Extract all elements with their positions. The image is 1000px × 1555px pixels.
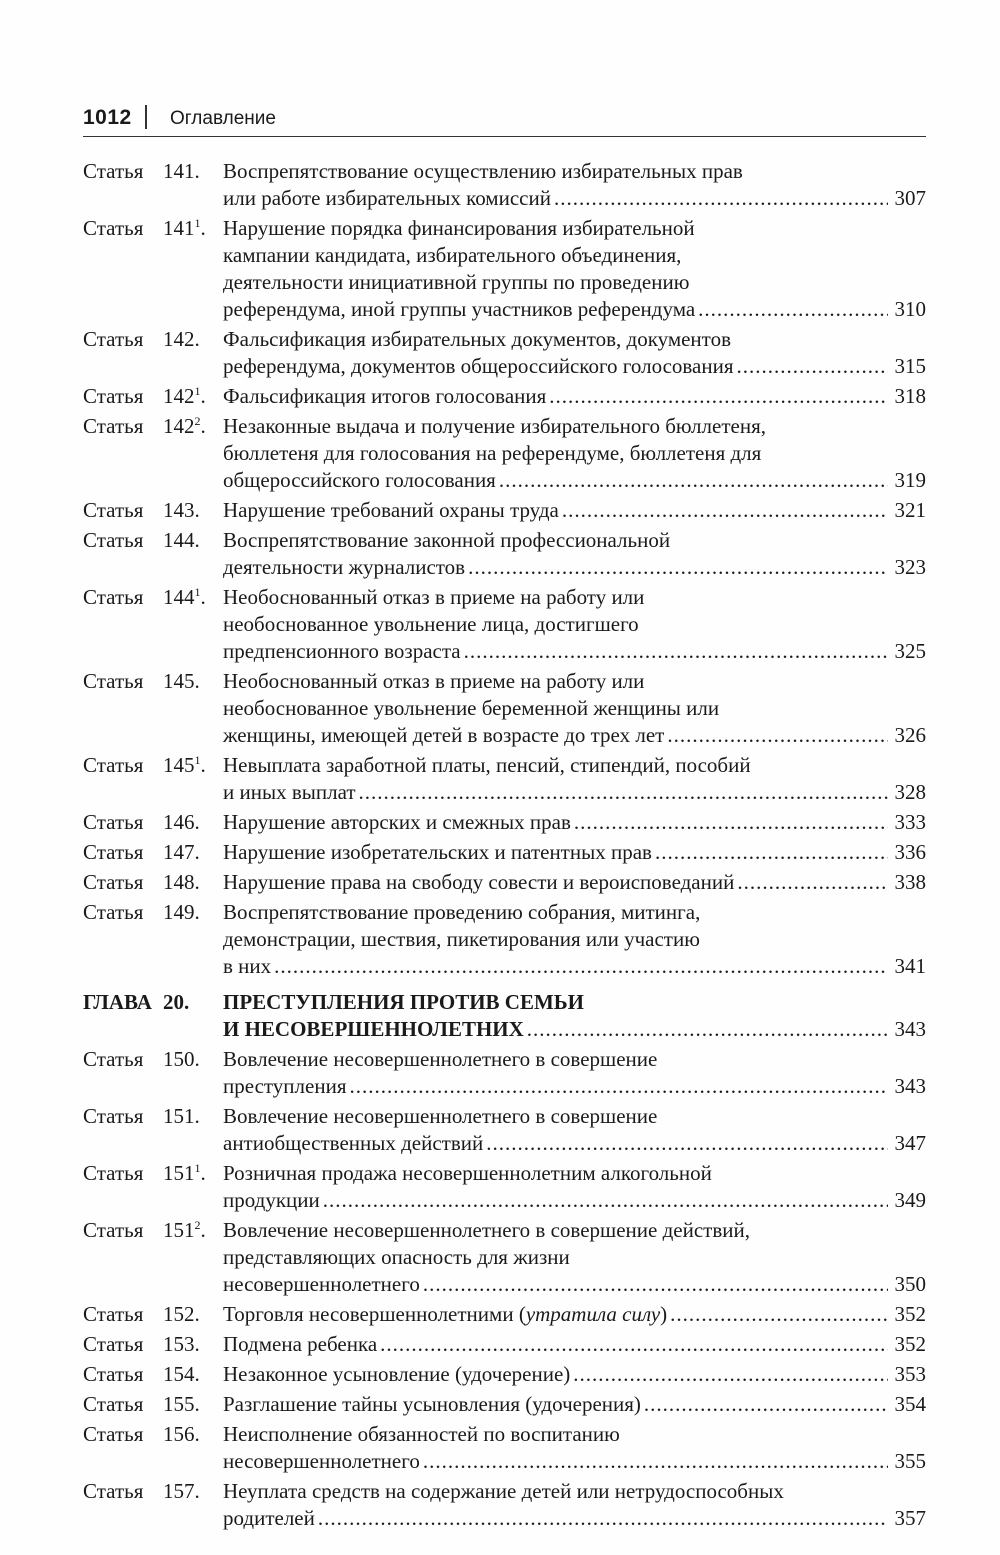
entry-title-line: ПРЕСТУПЛЕНИЯ ПРОТИВ СЕМЬИ (223, 990, 585, 1014)
entry-title-line: Розничная продажа несовершеннолетним алкогольной (223, 1161, 712, 1185)
entry-title-line: Необоснованный отказ в приеме на работу или (223, 669, 645, 693)
entry-title-line: бюллетеня для голосования на референдуме, бюллетеня для (223, 441, 762, 465)
entry-title-text (223, 1391, 641, 1418)
toc-article-entry (83, 899, 926, 980)
entry-title-text (223, 1505, 315, 1532)
entry-title-last-line (223, 953, 926, 980)
entry-title-last-line (223, 1448, 926, 1475)
entry-number: 151 (163, 1218, 195, 1242)
entry-title (223, 1361, 926, 1388)
entry-title-text (223, 1361, 570, 1388)
entry-title-last-line (223, 638, 926, 665)
dot-leader (574, 809, 888, 836)
dot-leader (549, 383, 888, 410)
entry-number: 20 (163, 990, 184, 1014)
entry-title-line: Неуплата средств на содержание детей или нетрудоспособных (223, 1479, 784, 1503)
entry-title-last-line (223, 1187, 926, 1214)
entry-kind: Статья (83, 753, 144, 777)
entry-number-superscript: 2 (194, 1218, 201, 1232)
entry-title (223, 1046, 926, 1100)
dot-leader (737, 869, 888, 896)
entry-title (223, 989, 926, 1043)
entry-number: 144 (163, 528, 195, 552)
page-reference: 325 (894, 639, 926, 663)
entry-title-text-main: Подмена ребенка (223, 1332, 378, 1356)
page-reference: 328 (894, 780, 926, 804)
toc-entry-label: Статья 147. (83, 840, 200, 864)
entry-title (223, 413, 926, 494)
toc-entry-label: Статья $151^1$. (83, 1161, 206, 1185)
entry-number: 142 (163, 384, 195, 408)
toc-entry-label: Статья $144^1$. (83, 585, 206, 609)
entry-title-last-line (223, 869, 926, 896)
entry-title-line: Вовлечение несовершеннолетнего в совершение (223, 1104, 658, 1128)
entry-title (223, 1478, 926, 1532)
page-reference: 326 (894, 723, 926, 747)
entry-title-text (223, 839, 652, 866)
entry-number: 150 (163, 1047, 195, 1071)
entry-title (223, 1421, 926, 1475)
entry-title-line: необоснованное увольнение беременной женщины или (223, 696, 720, 720)
page-reference: 343 (894, 1017, 926, 1041)
entry-title-line: Воспрепятствование осуществлению избирательных прав (223, 159, 743, 183)
entry-number: 141 (163, 216, 195, 240)
toc-article-entry (83, 1361, 926, 1388)
entry-title-text-main: несовершеннолетнего (223, 1272, 420, 1296)
dot-leader (562, 497, 888, 524)
entry-title (223, 1391, 926, 1418)
entry-title-text-main: Торговля несовершеннолетними (223, 1302, 514, 1326)
toc-article-entry (83, 1103, 926, 1157)
entry-kind: Статья (83, 1422, 144, 1446)
toc-entry-label: Статья 142. (83, 327, 200, 351)
entry-title-text (223, 1187, 320, 1214)
entry-kind: Статья (83, 528, 144, 552)
entry-title-text: Торговля несовершеннолетними (утратила силу) (223, 1302, 668, 1326)
entry-kind: Статья (83, 384, 144, 408)
entry-title (223, 839, 926, 866)
entry-kind: Статья (83, 1161, 144, 1185)
dot-leader (486, 1130, 888, 1157)
toc-article-entry (83, 1421, 926, 1475)
page-number: 1012 (83, 106, 132, 129)
entry-title-last-line (223, 467, 926, 494)
entry-title-text-main: женщины, имеющей детей в возрасте до трех лет (223, 723, 665, 747)
entry-title-text-main: несовершеннолетнего (223, 1449, 420, 1473)
toc-entry-label: Статья 157. (83, 1479, 200, 1503)
page-reference: 321 (894, 498, 926, 522)
running-title: Оглавление (170, 108, 276, 129)
toc-entry-label: Статья 143. (83, 498, 200, 522)
toc-article-entry (83, 668, 926, 749)
entry-title-text (223, 383, 546, 410)
entry-kind: Статья (83, 159, 144, 183)
entry-number: 152 (163, 1302, 195, 1326)
entry-title-text-main: преступления (223, 1074, 347, 1098)
entry-title (223, 809, 926, 836)
entry-title-text (223, 1073, 346, 1100)
entry-title-last-line (223, 1271, 926, 1298)
entry-title-text (223, 296, 695, 323)
toc-entry-label: Статья 155. (83, 1392, 200, 1416)
page-reference: 357 (894, 1506, 926, 1530)
entry-title-last-line (223, 497, 926, 524)
page-reference: 352 (894, 1302, 926, 1326)
dot-leader (667, 722, 888, 749)
toc-article-entry (83, 527, 926, 581)
entry-kind: Статья (83, 498, 144, 522)
dot-leader (359, 779, 888, 806)
entry-number: 147 (163, 840, 195, 864)
dot-leader (468, 554, 888, 581)
entry-title-last-line (223, 779, 926, 806)
entry-title-text-main: Разглашение тайны усыновления (удочерения) (223, 1392, 641, 1416)
entry-number: 151 (163, 1104, 195, 1128)
page-reference: 341 (894, 954, 926, 978)
entry-title (223, 215, 926, 323)
entry-title-last-line (223, 383, 926, 410)
page-reference: 355 (894, 1449, 926, 1473)
toc-entry-label: Статья $145^1$. (83, 753, 206, 777)
entry-title-last-line (223, 1301, 926, 1328)
toc-article-entry (83, 869, 926, 896)
toc-article-entry (83, 326, 926, 380)
entry-number: 144 (163, 585, 195, 609)
entry-number: 154 (163, 1362, 195, 1386)
entry-title-line: деятельности инициативной группы по проведению (223, 270, 690, 294)
entry-title (223, 1160, 926, 1214)
toc-entry-label: Статья 154. (83, 1362, 200, 1386)
entry-title-text (223, 467, 496, 494)
entry-title-last-line (223, 554, 926, 581)
toc-entry-label: Статья $151^2$. (83, 1218, 206, 1242)
entry-kind: ГЛАВА (83, 990, 152, 1014)
entry-title-last-line (223, 809, 926, 836)
entry-title-text (223, 1130, 483, 1157)
dot-leader (670, 1301, 888, 1328)
entry-title (223, 1331, 926, 1358)
entry-title-last-line (223, 353, 926, 380)
toc-entry-label: Статья 148. (83, 870, 200, 894)
entry-title-text (223, 497, 559, 524)
toc-entry-label: Статья 151. (83, 1104, 200, 1128)
entry-number: 153 (163, 1332, 195, 1356)
toc-article-entry (83, 584, 926, 665)
toc-article-entry (83, 1046, 926, 1100)
entry-title-text (223, 1016, 524, 1043)
entry-title (223, 869, 926, 896)
dot-leader (349, 1073, 888, 1100)
entry-title-text (223, 869, 734, 896)
dot-leader (737, 353, 888, 380)
toc-article-entry (83, 413, 926, 494)
entry-title-text-main: Нарушение изобретательских и патентных прав (223, 840, 652, 864)
toc-article-entry (83, 1160, 926, 1214)
entry-italic-note: утратила силу (525, 1302, 661, 1326)
entry-number-superscript: 1 (194, 384, 201, 398)
toc-entry-label: Статья 152. (83, 1302, 200, 1326)
dot-leader (318, 1505, 888, 1532)
page-reference: 336 (894, 840, 926, 864)
toc-entry-label: Статья 153. (83, 1332, 200, 1356)
entry-title-text-main: деятельности журналистов (223, 555, 466, 579)
entry-title-text (223, 722, 664, 749)
entry-title-text-main: или работе избирательных комиссий (223, 186, 551, 210)
entry-number-superscript: 1 (194, 1161, 201, 1175)
entry-number: 149 (163, 900, 195, 924)
entry-kind: Статья (83, 1362, 144, 1386)
entry-number-superscript: 1 (194, 216, 201, 230)
entry-number: 155 (163, 1392, 195, 1416)
page-reference: 350 (894, 1272, 926, 1296)
entry-kind: Статья (83, 900, 144, 924)
entry-number: 142 (163, 327, 195, 351)
toc-entry-label: Статья 145. (83, 669, 200, 693)
entry-number: 156 (163, 1422, 195, 1446)
entry-kind: Статья (83, 1047, 144, 1071)
entry-title-text-main: родителей (223, 1506, 315, 1530)
toc-chapter-entry (83, 989, 926, 1043)
entry-title (223, 158, 926, 212)
entry-title (223, 383, 926, 410)
entry-kind: Статья (83, 216, 144, 240)
entry-number: 148 (163, 870, 195, 894)
page-reference: 354 (894, 1392, 926, 1416)
entry-kind: Статья (83, 810, 144, 834)
toc-entry-label: Статья $142^1$. (83, 384, 206, 408)
entry-number: 141 (163, 159, 195, 183)
entry-title (223, 326, 926, 380)
toc-entry-label: Статья 141. (83, 159, 200, 183)
entry-title (223, 899, 926, 980)
toc-entry-label: Статья 156. (83, 1422, 200, 1446)
entry-kind: Статья (83, 1302, 144, 1326)
entry-title-text-main: предпенсионного возраста (223, 639, 461, 663)
toc-entry-label: Статья $141^1$. (83, 216, 206, 240)
entry-title-text-main: Фальсификация итогов голосования (223, 384, 547, 408)
entry-title-line: Невыплата заработной платы, пенсий, стипендий, пособий (223, 753, 751, 777)
entry-title-text-main: Незаконное усыновление (удочерение) (223, 1362, 571, 1386)
entry-title-line: Незаконные выдача и получение избирательного бюллетеня, (223, 414, 766, 438)
dot-leader (464, 638, 888, 665)
entry-kind: Статья (83, 870, 144, 894)
entry-title-last-line (223, 185, 926, 212)
entry-title-text-main: Нарушение требований охраны труда (223, 498, 559, 522)
dot-leader (423, 1448, 888, 1475)
entry-title-line: необоснованное увольнение лица, достигшего (223, 612, 639, 636)
entry-title-text (223, 1271, 420, 1298)
toc-article-entry (83, 839, 926, 866)
entry-title (223, 497, 926, 524)
entry-title-text-main: Нарушение права на свободу совести и вероисповеданий (223, 870, 735, 894)
entry-kind: Статья (83, 1218, 144, 1242)
page-reference: 347 (894, 1131, 926, 1155)
dot-leader (380, 1331, 888, 1358)
dot-leader (655, 839, 888, 866)
entry-title-last-line (223, 1130, 926, 1157)
toc-entry-label: Статья 150. (83, 1047, 200, 1071)
page-reference: 319 (894, 468, 926, 492)
dot-leader (499, 467, 888, 494)
toc-article-entry (83, 1391, 926, 1418)
entry-title-text (223, 185, 551, 212)
entry-title (223, 752, 926, 806)
page-reference: 307 (894, 186, 926, 210)
toc-article-entry (83, 1217, 926, 1298)
entry-kind: Статья (83, 1479, 144, 1503)
entry-title-last-line (223, 722, 926, 749)
toc-article-entry (83, 215, 926, 323)
dot-leader (554, 185, 888, 212)
entry-title-text-main: в них (223, 954, 272, 978)
entry-title-text-main: и иных выплат (223, 780, 356, 804)
entry-title-text-main: референдума, документов общероссийского голосования (223, 354, 734, 378)
toc-article-entry (83, 809, 926, 836)
entry-title-text (223, 1448, 420, 1475)
page-reference: 323 (894, 555, 926, 579)
toc-article-entry (83, 383, 926, 410)
entry-kind: Статья (83, 1392, 144, 1416)
entry-title-text-main: Нарушение авторских и смежных прав (223, 810, 571, 834)
toc-entry-label: Статья 146. (83, 810, 200, 834)
entry-title-line: Нарушение порядка финансирования избирательной (223, 216, 695, 240)
entry-title-line: кампании кандидата, избирательного объединения, (223, 243, 682, 267)
entry-title-line: Необоснованный отказ в приеме на работу или (223, 585, 645, 609)
entry-kind: Статья (83, 669, 144, 693)
toc-article-entry (83, 1331, 926, 1358)
toc-article-entry (83, 1478, 926, 1532)
entry-title-text-main: антиобщественных действий (223, 1131, 484, 1155)
entry-title (223, 1301, 926, 1328)
page-reference: 318 (894, 384, 926, 408)
dot-leader (644, 1391, 888, 1418)
entry-title-text (223, 353, 734, 380)
page-reference: 315 (894, 354, 926, 378)
entry-title-text (223, 638, 461, 665)
entry-number-superscript: 1 (194, 585, 201, 599)
page-reference: 352 (894, 1332, 926, 1356)
entry-title (223, 1103, 926, 1157)
entry-title-line: представляющих опасность для жизни (223, 1245, 570, 1269)
entry-title-text (223, 809, 571, 836)
header-divider (145, 105, 147, 129)
entry-title-text (223, 953, 271, 980)
entry-kind: Статья (83, 1104, 144, 1128)
entry-title-last-line (223, 839, 926, 866)
entry-title-text (223, 779, 356, 806)
entry-title-line: Фальсификация избирательных документов, документов (223, 327, 731, 351)
dot-leader (323, 1187, 888, 1214)
entry-number: 143 (163, 498, 195, 522)
entry-number: 157 (163, 1479, 195, 1503)
toc-entry-label: Статья $142^2$. (83, 414, 206, 438)
entry-number: 145 (163, 753, 195, 777)
entry-kind: Статья (83, 414, 144, 438)
dot-leader (274, 953, 888, 980)
entry-title-last-line (223, 1361, 926, 1388)
entry-title-line: Вовлечение несовершеннолетнего в совершение действий, (223, 1218, 750, 1242)
page-reference: 333 (894, 810, 926, 834)
entry-title (223, 527, 926, 581)
page-reference: 343 (894, 1074, 926, 1098)
dot-leader (698, 296, 888, 323)
toc-article-entry (83, 1301, 926, 1328)
page-reference: 353 (894, 1362, 926, 1386)
entry-title-text-main: продукции (223, 1188, 320, 1212)
toc-entry-label: Статья 149. (83, 900, 200, 924)
entry-title-last-line (223, 1391, 926, 1418)
entry-title-text-main: И НЕСОВЕРШЕННОЛЕТНИХ (223, 1017, 524, 1041)
entry-title-line: Вовлечение несовершеннолетнего в совершение (223, 1047, 658, 1071)
toc-article-entry (83, 752, 926, 806)
entry-title-last-line (223, 1073, 926, 1100)
entry-title-line: Неисполнение обязанностей по воспитанию (223, 1422, 620, 1446)
entry-title-line: Воспрепятствование проведению собрания, митинга, (223, 900, 701, 924)
entry-number: 145 (163, 669, 195, 693)
entry-number: 142 (163, 414, 195, 438)
toc-entry-label: Статья 144. (83, 528, 200, 552)
entry-kind: Статья (83, 1332, 144, 1356)
entry-title-text-main: референдума, иной группы участников референдума (223, 297, 696, 321)
entry-title-last-line (223, 1331, 926, 1358)
toc-article-entry (83, 497, 926, 524)
page-header (83, 104, 926, 137)
entry-title-text (223, 554, 465, 581)
entry-title (223, 668, 926, 749)
dot-leader (423, 1271, 888, 1298)
entry-number: 146 (163, 810, 195, 834)
entry-title (223, 1217, 926, 1298)
entry-title-text-main: общероссийского голосования (223, 468, 496, 492)
entry-number: 151 (163, 1161, 195, 1185)
entry-title-line: демонстрации, шествия, пикетирования или участию (223, 927, 700, 951)
page-reference: 349 (894, 1188, 926, 1212)
entry-title-text (223, 1331, 377, 1358)
entry-kind: Статья (83, 585, 144, 609)
toc-entry-label: ГЛАВА 20. (83, 990, 190, 1014)
page-reference: 338 (894, 870, 926, 894)
entry-title-line: Воспрепятствование законной профессиональной (223, 528, 671, 552)
page-reference: 310 (894, 297, 926, 321)
entry-kind: Статья (83, 327, 144, 351)
entry-title (223, 584, 926, 665)
entry-title-last-line (223, 1505, 926, 1532)
entry-number-superscript: 1 (194, 753, 201, 767)
entry-title-last-line (223, 1016, 926, 1043)
dot-leader (527, 1016, 888, 1043)
entry-title-last-line (223, 296, 926, 323)
entry-kind: Статья (83, 840, 144, 864)
entry-number-superscript: 2 (194, 414, 201, 428)
toc-article-entry (83, 158, 926, 212)
dot-leader (573, 1361, 888, 1388)
table-of-contents (83, 158, 926, 1535)
